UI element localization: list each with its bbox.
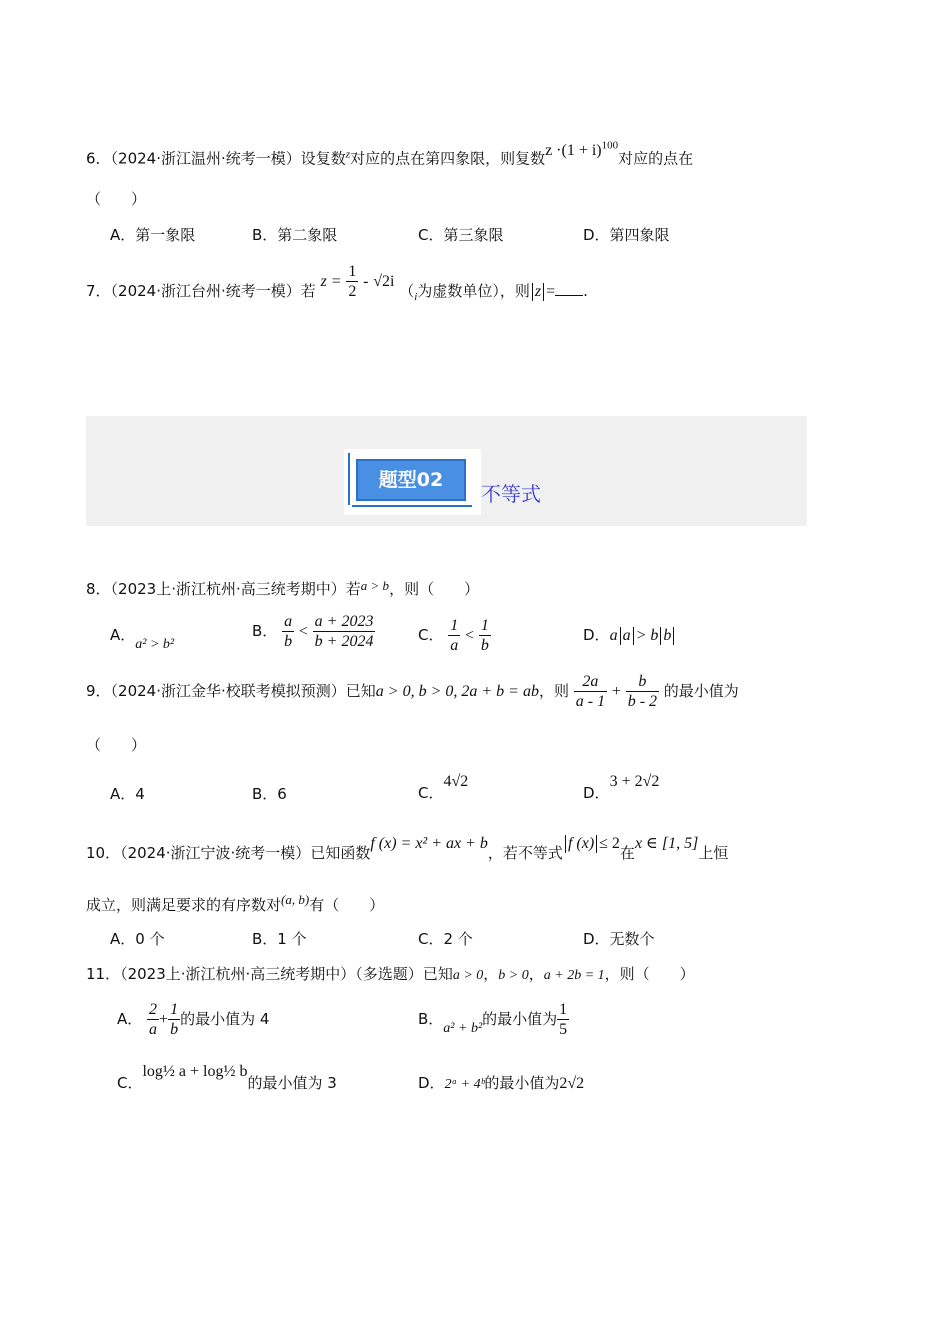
stem-text: 上恒	[698, 844, 729, 862]
denominator: a	[450, 637, 459, 655]
option-a[interactable]: A．4	[110, 785, 145, 803]
question-10-line2	[86, 892, 384, 914]
expr-base: z ·(1 + i)	[545, 142, 602, 160]
stem-text: 对应的点在第四象限，则复数	[350, 149, 546, 168]
option-c[interactable]	[418, 772, 468, 802]
math-condition: b > 0	[498, 968, 529, 983]
denominator: b	[170, 1021, 179, 1039]
option-d[interactable]	[418, 1074, 584, 1094]
math-lt: <	[298, 623, 308, 641]
math-z-eq: z =	[320, 273, 342, 291]
note-text: （$_i$为虚数单位），则 z = .	[399, 282, 588, 304]
math-expression: a² > b²	[135, 637, 175, 652]
abs-bar	[596, 835, 597, 853]
numerator: b	[626, 672, 659, 692]
question-number: 6．	[86, 149, 111, 168]
separator: ，	[528, 965, 544, 983]
fraction	[557, 1000, 569, 1039]
math-value: 2√2	[559, 1075, 585, 1092]
question-number: 11．	[86, 965, 121, 983]
question-source: （2023上·浙江杭州·高三统考期中）（多选题）	[120, 965, 423, 983]
math-condition: a + 2b = 1	[543, 968, 605, 983]
denominator: 5	[559, 1021, 568, 1039]
question-source: （2023上·浙江杭州·高三统考期中）	[110, 580, 346, 598]
numerator: 1	[346, 262, 358, 282]
abs-bar-right	[543, 283, 544, 301]
option-a[interactable]	[117, 1000, 269, 1039]
math-function: f (x) = x² + ax + b	[370, 835, 488, 852]
math-domain: x ∈ [1, 5]	[634, 835, 699, 852]
denominator: a	[149, 1021, 158, 1039]
option-c[interactable]: C．第三象限	[418, 226, 504, 244]
numerator: 1	[448, 616, 460, 636]
stem-text: ，若不等式	[487, 844, 563, 862]
abs-bar	[620, 627, 621, 645]
question-6-stem	[86, 140, 693, 167]
answer-paren: （ ）	[86, 736, 147, 754]
option-b[interactable]: B．第二象限	[252, 226, 338, 244]
separator: ，	[483, 965, 499, 983]
option-b[interactable]	[418, 1000, 569, 1039]
denominator: b	[284, 633, 293, 651]
fraction	[168, 1000, 180, 1039]
badge-label: 题型02	[356, 459, 466, 501]
denominator: 2	[348, 283, 357, 301]
option-label: D．	[583, 626, 610, 644]
math-expression: a² + b²	[443, 1021, 483, 1037]
option-text: 的最小值为 3	[247, 1074, 337, 1092]
stem-text: ，则	[538, 682, 569, 701]
stem-text: 设复数	[300, 149, 346, 168]
question-9-stem	[86, 672, 739, 711]
expr-exponent: 100	[601, 140, 619, 152]
question-source: （2024·浙江温州·统考一模）	[110, 149, 301, 168]
option-b[interactable]: B．1 个	[252, 930, 307, 948]
fraction	[479, 616, 491, 655]
math-a: a	[622, 627, 631, 644]
numerator: 1	[479, 616, 491, 636]
math-z: z	[345, 148, 351, 161]
math-pair: (a, b)	[281, 892, 310, 907]
option-d[interactable]	[583, 772, 659, 802]
option-label: A．	[110, 626, 136, 644]
section-topic: 不等式	[481, 482, 541, 506]
section-badge	[344, 449, 481, 515]
question-source: （2024·浙江宁波·统考一模）	[120, 844, 311, 862]
option-b[interactable]: B．6	[252, 785, 287, 803]
numerator: 2	[147, 1000, 159, 1020]
math-a: a	[609, 627, 618, 644]
numerator: 1	[557, 1000, 569, 1020]
option-a[interactable]: A．第一象限	[110, 226, 196, 244]
numerator: 1	[168, 1000, 180, 1020]
math-condition: a > b	[360, 578, 390, 593]
option-text: 的最小值为	[484, 1074, 560, 1092]
abs-bar	[673, 627, 674, 645]
math-fx: f (x)	[567, 835, 595, 852]
question-number: 7．	[86, 282, 111, 301]
option-text: 的最小值为 4	[180, 1010, 270, 1029]
question-8-stem	[86, 578, 479, 598]
stem-text: ，则（ ）	[604, 965, 695, 983]
option-label: D．	[418, 1074, 445, 1092]
fraction	[313, 612, 376, 651]
abs-bar	[660, 627, 661, 645]
math-expression: 2ᵃ + 4ᵇ	[444, 1077, 485, 1092]
question-11-stem	[86, 965, 695, 985]
answer-blank[interactable]	[555, 281, 583, 296]
period: .	[583, 282, 588, 301]
math-expression: log½ a + log½ b	[142, 1063, 248, 1080]
math-gt-b: > b	[635, 627, 659, 644]
math-i: i	[414, 291, 418, 304]
denominator: b - 2	[627, 693, 658, 711]
question-number: 9．	[86, 682, 111, 701]
abs-bar	[633, 627, 634, 645]
abs-bar-left	[532, 283, 533, 301]
math-z: z	[534, 283, 542, 301]
fraction	[147, 1000, 159, 1039]
stem-text: 对应的点在	[618, 149, 694, 168]
fraction	[626, 672, 659, 711]
math-plus: +	[611, 683, 621, 701]
math-ineq: ≤ 2	[599, 835, 620, 852]
question-source: （2024·浙江台州·统考一模）	[110, 282, 301, 301]
stem-text: 若	[345, 580, 361, 598]
option-b[interactable]	[252, 612, 375, 651]
option-label: A．	[117, 1010, 143, 1029]
option-a[interactable]	[110, 626, 174, 654]
numerator: a + 2023	[313, 612, 376, 632]
abs-bar	[565, 835, 566, 853]
math-expression	[545, 142, 618, 159]
option-d[interactable]	[583, 626, 676, 645]
option-label: B．	[252, 622, 278, 641]
option-c[interactable]	[418, 616, 491, 655]
math-eq: =	[546, 283, 556, 301]
math-minus: -	[363, 273, 369, 291]
math-condition: a > 0, b > 0, 2a + b = ab	[375, 683, 539, 701]
stem-text: 有（ ）	[309, 896, 385, 914]
question-number: 10．	[86, 844, 121, 862]
stem-text: 在	[619, 844, 635, 862]
stem-text: 的最小值为	[663, 682, 739, 701]
fraction-half	[346, 262, 358, 301]
option-label: C．	[117, 1074, 143, 1092]
note-body: 为虚数单位），则	[417, 282, 530, 301]
option-label: B．	[418, 1010, 444, 1029]
option-a[interactable]: A．0 个	[110, 930, 165, 948]
stem-text: 若	[300, 282, 316, 301]
option-c[interactable]: C．2 个	[418, 930, 473, 948]
denominator: b	[480, 637, 489, 655]
option-c[interactable]	[117, 1062, 337, 1092]
option-text: 的最小值为	[482, 1010, 558, 1029]
denominator: a - 1	[575, 693, 606, 711]
question-7-stem	[86, 262, 588, 304]
question-number: 8．	[86, 580, 111, 598]
math-plus: +	[159, 1011, 169, 1029]
math-b: b	[663, 627, 672, 644]
answer-paren: （ ）	[86, 190, 147, 208]
denominator: b + 2024	[314, 633, 374, 651]
math-condition: a > 0	[452, 968, 484, 983]
math-expression: 3 + 2√2	[609, 773, 660, 790]
question-10-stem	[86, 834, 728, 862]
stem-text: 已知函数	[310, 844, 371, 862]
stem-text: 已知	[345, 682, 376, 701]
badge-decor-line	[352, 505, 472, 510]
option-label: C．	[418, 626, 444, 645]
math-lt: <	[465, 627, 475, 645]
option-label: C．	[418, 784, 444, 802]
option-label: D．	[583, 784, 610, 802]
numerator: 2a	[574, 672, 607, 692]
stem-text: 已知	[422, 965, 453, 983]
stem-text: ，则（ ）	[389, 580, 480, 598]
math-expression: 4√2	[443, 773, 469, 790]
question-source: （2024·浙江金华·校联考模拟预测）	[110, 682, 346, 701]
fraction	[282, 612, 294, 651]
math-sqrt: √2i	[373, 273, 395, 291]
fraction	[574, 672, 607, 711]
option-d[interactable]: D．第四象限	[583, 226, 670, 244]
numerator: a	[282, 612, 294, 632]
option-d[interactable]: D．无数个	[583, 930, 655, 948]
stem-text: 成立，则满足要求的有序数对	[86, 896, 282, 914]
fraction	[448, 616, 460, 655]
